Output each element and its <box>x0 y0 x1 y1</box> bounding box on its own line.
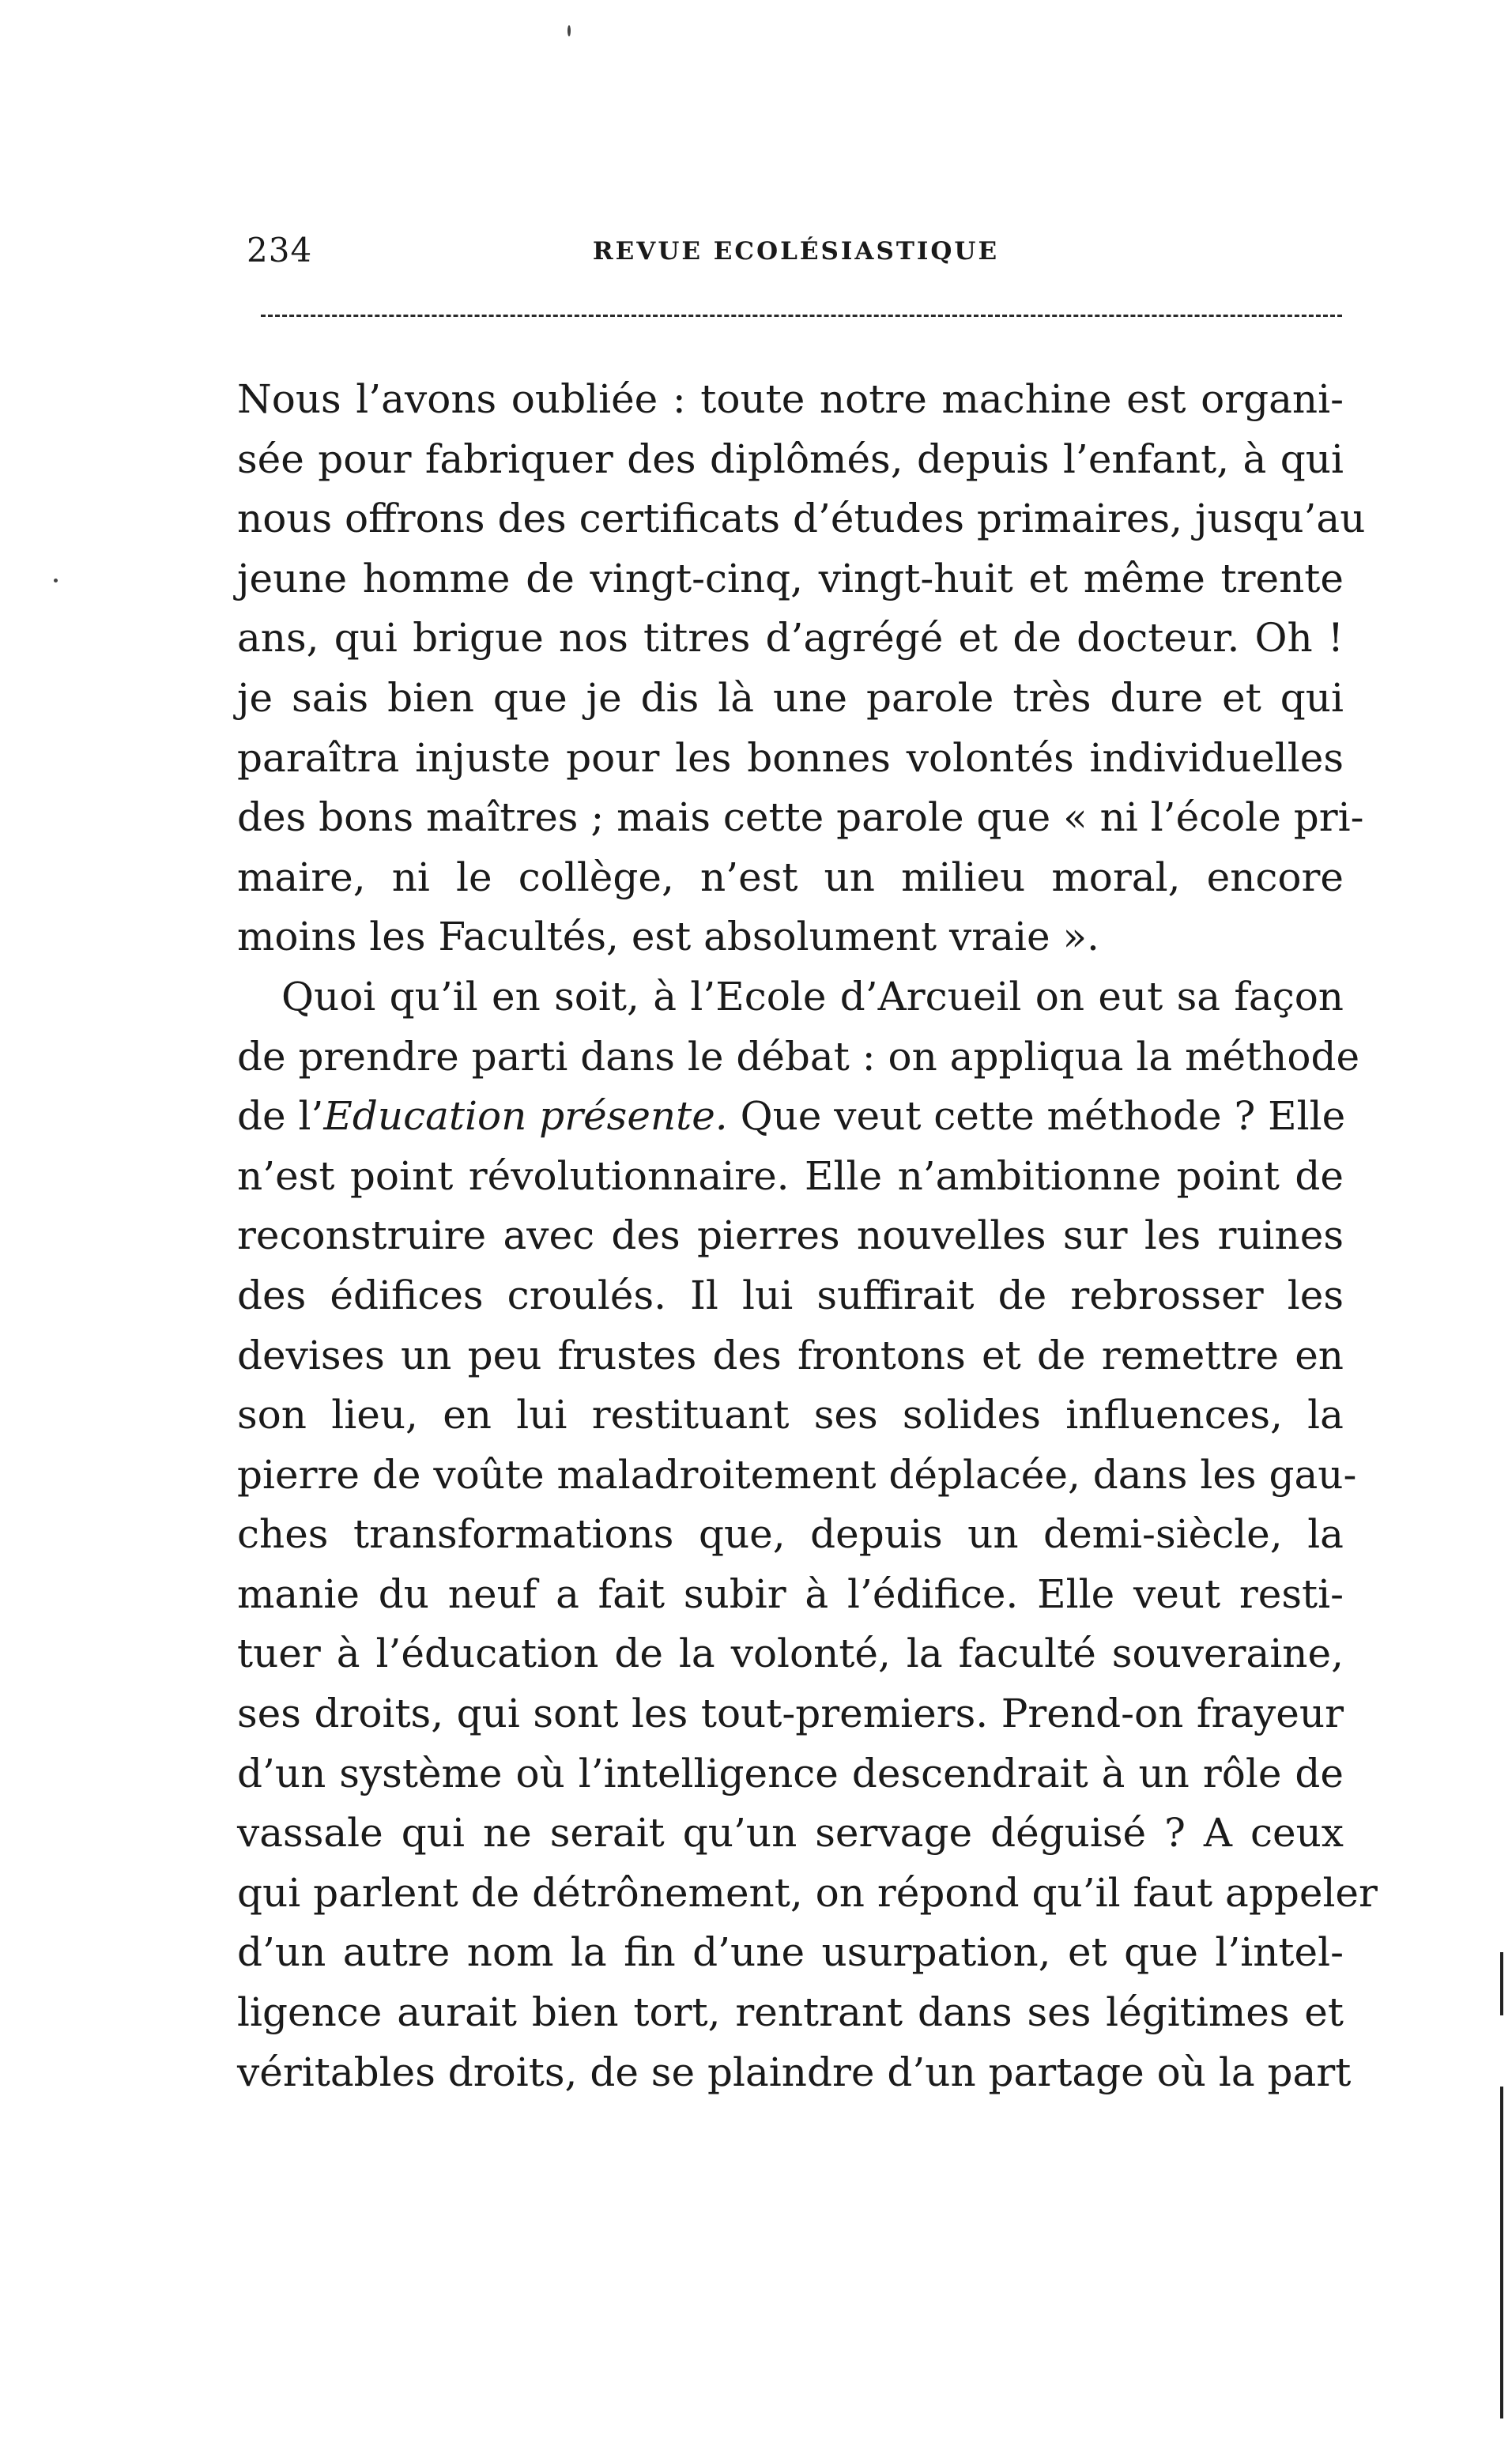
text-line: jeune homme de vingt-cinq, vingt-huit et même trente <box>237 555 1344 601</box>
page-header <box>247 231 1345 278</box>
scan-speck <box>54 579 58 582</box>
text-line: maire, ni le collège, n’est un milieu moral, encore <box>237 854 1344 900</box>
scan-edge-mark <box>1500 1952 1503 2015</box>
text-line: manie du neuf a fait subir à l’édifice. Elle veut resti- <box>237 1570 1344 1617</box>
text-line: des bons maîtres ; mais cette parole que « ni l’école pri- <box>237 794 1364 841</box>
text-line: pierre de voûte maladroitement déplacée, dans les gau- <box>237 1451 1357 1498</box>
text-fragment: de l’ <box>237 1093 324 1140</box>
text-line: Quoi qu’il en soit, à l’Ecole d’Arcueil on eut sa façon <box>281 973 1344 1020</box>
text-line: ches transformations que, depuis un demi-siècle, la <box>237 1511 1344 1558</box>
text-line: son lieu, en lui restituant ses solides influences, la <box>237 1392 1344 1438</box>
paragraph-2 <box>237 967 1378 2102</box>
scan-edge-mark <box>1500 2087 1503 2418</box>
running-head: REVUE ECOLÉSIASTIQUE <box>592 237 1000 266</box>
text-line: reconstruire avec des pierres nouvelles sur les ruines <box>237 1212 1344 1259</box>
text-line: d’un système où l’intelligence descendrait à un rôle de <box>237 1750 1344 1796</box>
text-line: paraîtra injuste pour les bonnes volontés individuelles <box>237 734 1344 781</box>
text-line: sée pour fabriquer des diplômés, depuis l’enfant, à qui <box>237 435 1344 482</box>
text-line: de prendre parti dans le débat : on appliqua la méthode <box>237 1033 1360 1080</box>
book-title: Education présente. <box>323 1093 728 1140</box>
text-line: ses droits, qui sont les tout-premiers. Prend-on frayeur <box>237 1691 1344 1737</box>
text-line: véritables droits, de se plaindre d’un partage où la part <box>237 2049 1352 2095</box>
text-line: des édifices croulés. Il lui suffirait de rebrosser les <box>237 1272 1344 1318</box>
text-line: ligence aurait bien tort, rentrant dans ses légitimes et <box>237 1989 1344 2036</box>
header-rule <box>261 315 1342 317</box>
text-line: moins les Facultés, est absolument vraie ». <box>237 914 1099 960</box>
text-line: vassale qui ne serait qu’un servage déguisé ? A ceux <box>237 1810 1344 1857</box>
body-text <box>237 370 1378 2102</box>
text-line: qui parlent de détrônement, on répond qu’il faut appeler <box>237 1869 1378 1916</box>
text-line: tuer à l’éducation de la volonté, la faculté souveraine, <box>237 1630 1344 1677</box>
scan-speck <box>567 25 571 36</box>
text-line: d’un autre nom la fin d’une usurpation, et que l’intel- <box>237 1929 1344 1976</box>
text-line: ans, qui brigue nos titres d’agrégé et de docteur. Oh ! <box>237 615 1344 662</box>
text-line: n’est point révolutionnaire. Elle n’ambitionne point de <box>237 1152 1344 1199</box>
paragraph-1 <box>237 370 1366 967</box>
page-number: 234 <box>247 231 313 270</box>
text-line: je sais bien que je dis là une parole très dure et qui <box>237 674 1344 721</box>
text-line-with-title <box>237 1087 1344 1147</box>
text-line: nous offrons des certificats d’études primaires, jusqu’au <box>237 496 1366 542</box>
text-fragment: Que veut cette méthode ? Elle <box>727 1093 1346 1140</box>
text-line: Nous l’avons oubliée : toute notre machine est organi- <box>237 376 1344 422</box>
text-line: devises un peu frustes des frontons et de remettre en <box>237 1332 1344 1378</box>
